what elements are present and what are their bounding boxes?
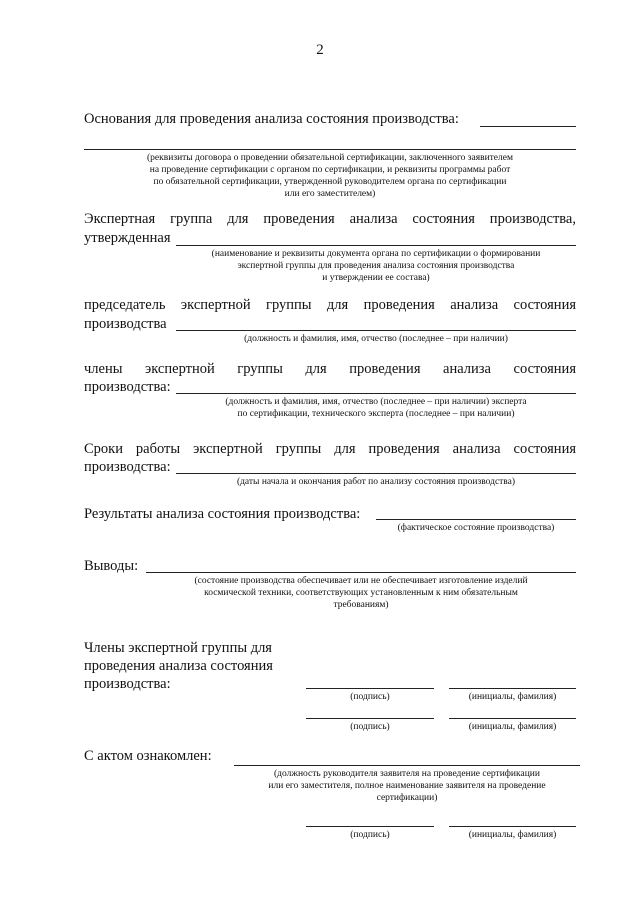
expert-group-line: [176, 245, 576, 246]
results-title: Результаты анализа состояния производства:: [84, 506, 361, 522]
members-line: [176, 393, 576, 394]
chairman-line: [176, 330, 576, 331]
acquainted-title: С актом ознакомлен:: [84, 748, 212, 764]
conclusions-line: [146, 572, 576, 573]
terms-line: [176, 473, 576, 474]
chairman-line1: председатель экспертной группы для проведения анализа состояния: [84, 297, 576, 313]
acquainted-signature-label: (подпись): [350, 830, 390, 840]
conclusions-caption: (состояние производства обеспечивает или не обеспечивает изготовление изделий космической техники, соответствующих установленным к ним обязательным требованиям): [194, 576, 528, 610]
basis-title: Основания для проведения анализа состояния производства:: [84, 111, 459, 127]
basis-fill-line: [480, 126, 576, 127]
members-line1: члены экспертной группы для проведения анализа состояния: [84, 361, 576, 377]
results-line: [376, 519, 576, 520]
members-line2: производства:: [84, 379, 171, 395]
initials-line-2: [449, 718, 576, 719]
terms-caption: (даты начала и окончания работ по анализу состояния производства): [236, 477, 516, 487]
acquainted-initials-label: (инициалы, фамилия): [468, 830, 557, 840]
terms-line2: производства:: [84, 459, 171, 475]
members-caption: (должность и фамилия, имя, отчество (последнее – при наличии) эксперта по сертификации, технического эксперта (последнее – при наличии): [225, 397, 527, 419]
signatures-title-2: проведения анализа состояния: [84, 658, 273, 674]
initials-label-1: (инициалы, фамилия): [468, 692, 557, 702]
conclusions-title: Выводы:: [84, 558, 139, 574]
signatures-title-1: Члены экспертной группы для: [84, 640, 272, 656]
signatures-title-3: производства:: [84, 676, 171, 692]
chairman-caption: (должность и фамилия, имя, отчество (последнее – при наличии): [244, 334, 508, 344]
acquainted-line: [234, 765, 580, 766]
expert-group-line1: Экспертная группа для проведения анализа состояния производства,: [84, 211, 576, 227]
acquainted-signature-line: [306, 826, 434, 827]
acquainted-initials-line: [449, 826, 576, 827]
results-caption: (фактическое состояние производства): [397, 523, 555, 533]
page-number: 2: [316, 42, 324, 58]
signature-label-1: (подпись): [350, 692, 390, 702]
signature-line-1: [306, 688, 434, 689]
basis-line: [84, 149, 576, 150]
chairman-line2: производства: [84, 316, 167, 332]
basis-caption: (реквизиты договора о проведении обязательной сертификации, заключенного заявителем на проведение сертификации с органом по сертификации, и реквизиты программы работ по обязательной сертификации, утвержденной руководителем органа по сертификации или его заместителем): [147, 153, 513, 199]
acquainted-caption: (должность руководителя заявителя на проведение сертификации или его заместителя, полное наименование заявителя на проведение сертификации): [268, 769, 546, 803]
expert-group-caption: (наименование и реквизиты документа органа по сертификации о формировании экспертной группы для проведения анализа состояния производства и утверждении ее состава): [211, 249, 541, 283]
terms-line1: Сроки работы экспертной группы для проведения анализа состояния: [84, 441, 576, 457]
signature-line-2: [306, 718, 434, 719]
initials-label-2: (инициалы, фамилия): [468, 722, 557, 732]
signature-label-2: (подпись): [350, 722, 390, 732]
initials-line-1: [449, 688, 576, 689]
expert-group-line2: утвержденная: [84, 230, 171, 246]
